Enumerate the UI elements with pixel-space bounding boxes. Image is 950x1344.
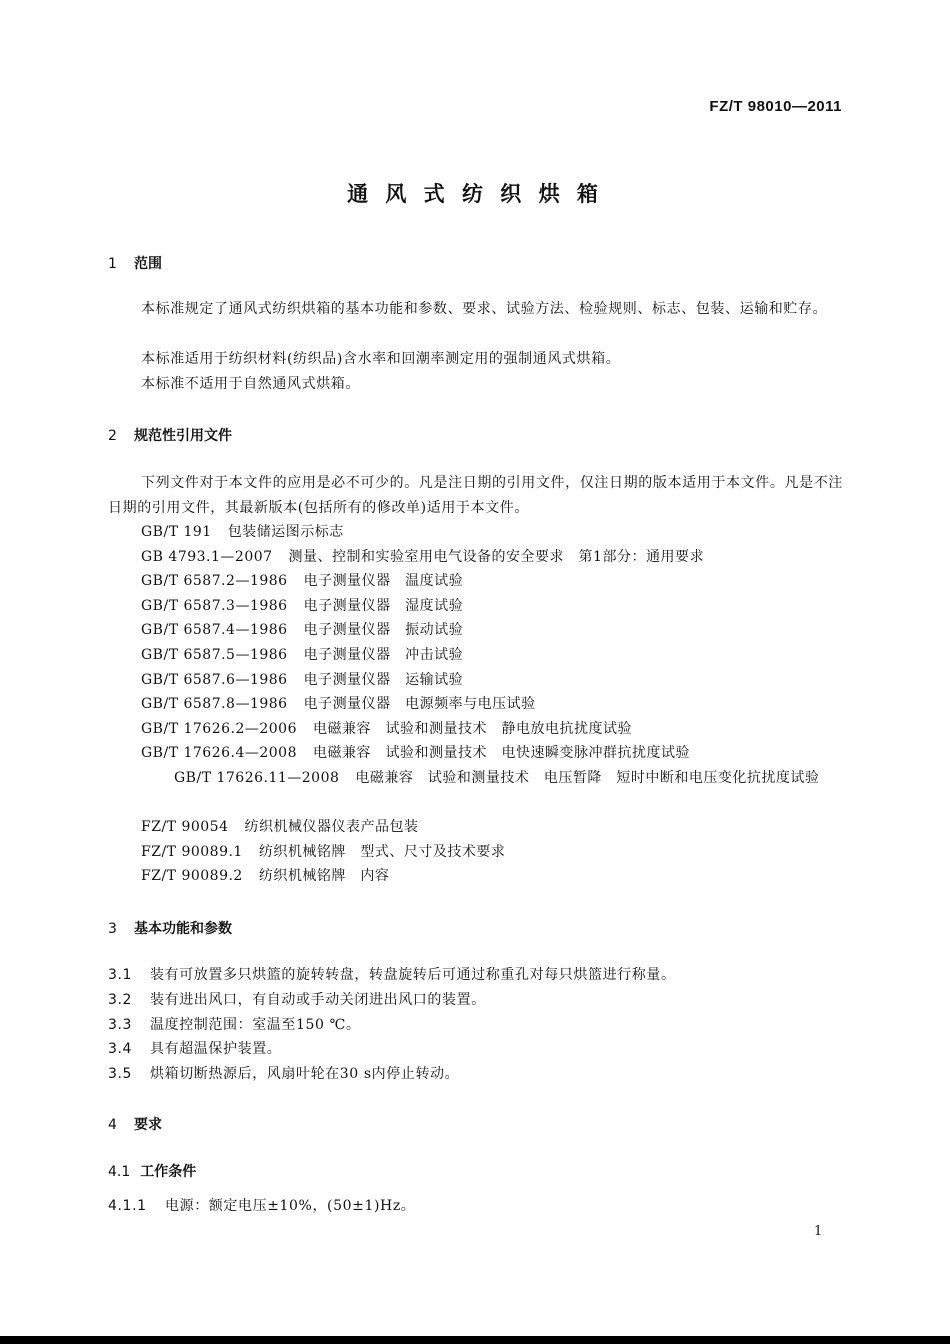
reference-title: 电磁兼容 试验和测量技术 静电放电抗扰度试验 — [313, 720, 632, 737]
section-number: 2 — [108, 428, 117, 444]
section-2-heading — [108, 425, 232, 445]
reference-title: 电子测量仪器 振动试验 — [303, 622, 464, 639]
item-text: 温度控制范围：室温至150 ℃。 — [150, 1016, 361, 1033]
reference-item — [141, 864, 843, 889]
section-4-heading — [108, 1114, 162, 1134]
reference-code: FZ/T 90054 — [141, 818, 229, 835]
reference-item — [141, 815, 843, 840]
function-item — [108, 963, 676, 988]
reference-title: 包装储运图示标志 — [227, 524, 344, 540]
reference-title: 纺织机械铭牌 型式、尺寸及技术要求 — [258, 843, 506, 860]
reference-item — [141, 840, 843, 865]
reference-item — [141, 741, 843, 766]
scope-paragraph-3: 本标准不适用于自然通风式烘箱。 — [141, 376, 360, 392]
reference-item — [141, 569, 843, 594]
item-text: 具有超温保护装置。 — [150, 1041, 282, 1058]
reference-title: 纺织机械仪器仪表产品包装 — [244, 818, 419, 835]
reference-item — [141, 643, 843, 668]
reference-title: 纺织机械铭牌 内容 — [258, 868, 390, 885]
reference-item — [141, 668, 843, 693]
standard-code: FZ/T 98010—2011 — [709, 98, 842, 115]
section-title: 要求 — [134, 1117, 162, 1133]
reference-title: 测量、控制和实验室用电气设备的安全要求 第1部分：通用要求 — [288, 548, 704, 565]
reference-item — [141, 717, 843, 742]
reference-list — [141, 520, 843, 889]
reference-item — [141, 545, 843, 570]
reference-item — [141, 520, 843, 545]
item-number: 3.4 — [108, 1041, 133, 1058]
reference-title: 电磁兼容 试验和测量技术 电快速瞬变脉冲群抗扰度试验 — [313, 745, 690, 762]
reference-title: 电子测量仪器 电源频率与电压试验 — [303, 696, 536, 713]
reference-title: 电子测量仪器 湿度试验 — [303, 597, 464, 614]
reference-code: GB/T 6587.2—1986 — [141, 573, 288, 590]
item-text: 装有可放置多只烘篮的旋转转盘，转盘旋转后可通过称重孔对每只烘篮进行称量。 — [150, 967, 676, 983]
subsection-4-1-heading — [108, 1161, 196, 1181]
scope-paragraph-1: 本标准规定了通风式纺织烘箱的基本功能和参数、要求、试验方法、检验规则、标志、包装、运输和贮存。 — [141, 301, 828, 317]
reference-item — [108, 766, 843, 815]
item-text: 装有进出风口，有自动或手动关闭进出风口的装置。 — [150, 991, 486, 1008]
reference-code: GB/T 17626.2—2006 — [141, 720, 297, 737]
reference-title: 电磁兼容 试验和测量技术 电压暂降 短时中断和电压变化抗扰度试验 — [355, 769, 820, 786]
item-number: 3.5 — [108, 1066, 133, 1083]
reference-item — [141, 618, 843, 643]
section-3-heading — [108, 918, 232, 938]
function-item — [108, 1037, 676, 1062]
item-number: 3.3 — [108, 1016, 133, 1033]
function-item — [108, 1013, 676, 1038]
document-title: 通 风 式 纺 织 烘 箱 — [347, 182, 603, 206]
item-number: 3.2 — [108, 991, 133, 1008]
reference-code: GB/T 191 — [141, 524, 212, 540]
reference-code: GB/T 17626.4—2008 — [141, 745, 297, 762]
reference-code: FZ/T 90089.2 — [141, 868, 243, 885]
reference-code: GB 4793.1—2007 — [141, 548, 273, 565]
reference-code: GB/T 6587.8—1986 — [141, 696, 288, 713]
references-intro: 下列文件对于本文件的应用是必不可少的。凡是注日期的引用文件，仅注日期的版本适用于本文件。凡是不注日期的引用文件，其最新版本(包括所有的修改单)适用于本文件。 — [108, 475, 843, 516]
reference-title: 电子测量仪器 运输试验 — [303, 671, 464, 688]
reference-code: GB/T 6587.3—1986 — [141, 597, 288, 614]
bottom-border — [0, 1336, 950, 1344]
function-list — [108, 963, 676, 1087]
function-item — [108, 988, 676, 1013]
item-text: 烘箱切断热源后，风扇叶轮在30 s内停止转动。 — [150, 1066, 460, 1083]
scope-paragraph-2: 本标准适用于纺织材料(纺织品)含水率和回潮率测定用的强制通风式烘箱。 — [141, 351, 621, 367]
clause-4-1-1 — [108, 1195, 415, 1215]
reference-item — [141, 692, 843, 717]
reference-code: GB/T 6587.5—1986 — [141, 646, 288, 663]
function-item — [108, 1062, 676, 1087]
reference-code: FZ/T 90089.1 — [141, 843, 243, 860]
clause-number: 4.1.1 — [108, 1198, 147, 1214]
clause-text: 电源：额定电压±10%，(50±1)Hz。 — [165, 1198, 416, 1214]
section-title: 规范性引用文件 — [134, 428, 232, 444]
subsection-number: 4.1 — [108, 1164, 131, 1180]
page-number: 1 — [814, 1224, 823, 1239]
reference-item — [141, 594, 843, 619]
section-title: 范围 — [134, 256, 162, 272]
reference-code: GB/T 17626.11—2008 — [174, 769, 340, 786]
subsection-title: 工作条件 — [140, 1164, 197, 1180]
section-number: 3 — [108, 921, 117, 937]
section-number: 1 — [108, 256, 117, 272]
reference-title: 电子测量仪器 冲击试验 — [303, 646, 464, 663]
section-title: 基本功能和参数 — [134, 921, 232, 937]
section-1-heading — [108, 253, 162, 273]
reference-title: 电子测量仪器 温度试验 — [303, 573, 464, 590]
reference-code: GB/T 6587.4—1986 — [141, 622, 288, 639]
section-number: 4 — [108, 1117, 117, 1133]
reference-code: GB/T 6587.6—1986 — [141, 671, 288, 688]
item-number: 3.1 — [108, 967, 133, 983]
